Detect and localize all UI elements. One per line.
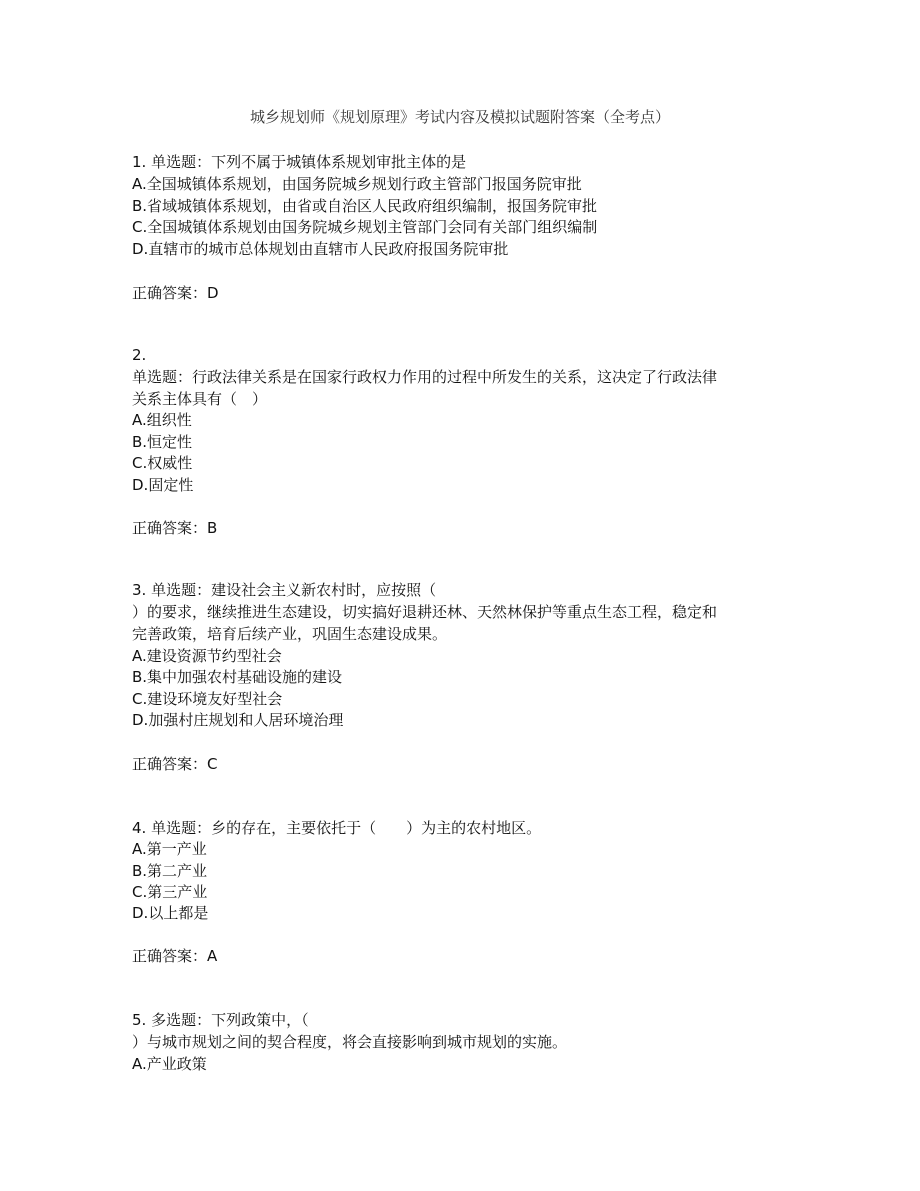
question-stem: ）的要求，继续推进生态建设，切实搞好退耕还林、天然林保护等重点生态工程，稳定和 (132, 603, 718, 621)
question-stem: 关系主体具有（ ） (132, 390, 268, 408)
option-c: C.第三产业 (132, 883, 208, 901)
answer: 正确答案：D (132, 284, 219, 302)
answer: 正确答案：B (132, 519, 218, 537)
question-stem: 完善政策，培育后续产业，巩固生态建设成果。 (132, 625, 448, 643)
option-c: C.建设环境友好型社会 (132, 690, 283, 708)
option-d: D.以上都是 (132, 904, 209, 922)
option-a: A.第一产业 (132, 840, 207, 858)
option-b: B.恒定性 (132, 433, 193, 451)
answer: 正确答案：C (132, 755, 218, 773)
option-d: D.直辖市的城市总体规划由直辖市人民政府报国务院审批 (132, 240, 509, 258)
option-b: B.省域城镇体系规划，由省或自治区人民政府组织编制，报国务院审批 (132, 197, 598, 215)
question-stem: 3. 单选题：建设社会主义新农村时，应按照（ (132, 581, 437, 599)
question-number: 2. (132, 346, 147, 364)
question-stem: 4. 单选题：乡的存在，主要依托于（ ）为主的农村地区。 (132, 819, 542, 837)
option-b: B.集中加强农村基础设施的建设 (132, 668, 343, 686)
option-d: D.固定性 (132, 476, 194, 494)
option-d: D.加强村庄规划和人居环境治理 (132, 711, 344, 729)
question-stem: ）与城市规划之间的契合程度，将会直接影响到城市规划的实施。 (132, 1033, 568, 1051)
question-stem: 1. 单选题：下列不属于城镇体系规划审批主体的是 (132, 153, 467, 171)
answer: 正确答案：A (132, 947, 218, 965)
option-a: A.组织性 (132, 411, 192, 429)
option-a: A.全国城镇体系规划，由国务院城乡规划行政主管部门报国务院审批 (132, 175, 582, 193)
option-b: B.第二产业 (132, 862, 208, 880)
option-a: A.产业政策 (132, 1055, 207, 1073)
question-stem: 单选题：行政法律关系是在国家行政权力作用的过程中所发生的关系，这决定了行政法律 (132, 368, 718, 386)
option-c: C.权威性 (132, 454, 193, 472)
document-title: 城乡规划师《规划原理》考试内容及模拟试题附答案（全考点） (249, 108, 670, 126)
option-a: A.建设资源节约型社会 (132, 647, 282, 665)
question-stem: 5. 多选题：下列政策中，（ (132, 1011, 309, 1029)
option-c: C.全国城镇体系规划由国务院城乡规划主管部门会同有关部门组织编制 (132, 218, 598, 236)
